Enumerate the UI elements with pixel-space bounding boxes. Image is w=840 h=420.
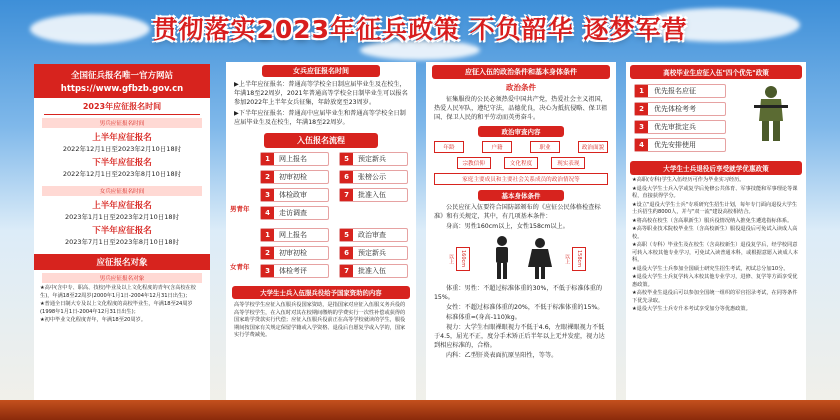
pol-title: 政治条件 — [506, 83, 536, 92]
female-label: 女青年 — [230, 263, 250, 271]
review-item: 文化程度 — [504, 157, 538, 169]
left-panel — [34, 64, 210, 408]
conditions-panel — [426, 62, 616, 408]
prio-number: 4 — [635, 139, 648, 151]
target-title: 应征报名对象 — [34, 254, 210, 270]
target-item: ★高中(含中专、职高、技校)毕业及以上文化程度的青年(含高校在校生)，年满18至22周岁(2000年1月1日-2004年12月31日出生)； — [40, 285, 196, 299]
vet-policy-item: ★退役大学生士兵入学或复学后免修公共体育、军事技能和军事理论等课程，直接获得学分。 — [632, 185, 798, 199]
male-d2: 2022年12月1日至2023年8月10日18时 — [62, 170, 182, 178]
conditions-title: 应征入伍的政治条件和基本身体条件 — [432, 65, 610, 79]
process-step — [260, 152, 329, 166]
step-number: 2 — [261, 171, 274, 183]
review-row — [450, 157, 592, 169]
female-d3: 2023年1月1日至2023年2月10日18时 — [64, 213, 180, 221]
process-step — [339, 152, 408, 166]
process-step — [339, 170, 408, 184]
step-number: 7 — [340, 265, 353, 277]
process-title: 入伍报名流程 — [264, 133, 378, 148]
step-label: 政治审查 — [358, 231, 386, 239]
step-number: 5 — [340, 229, 353, 241]
female-h3: 上半年应征报名 — [92, 201, 152, 211]
weight-female: 女性：不超过标准体重的20%，不低于标准体重的15%。 — [446, 304, 604, 311]
prio-label: 优先报名应征 — [654, 87, 696, 95]
vet-title: 大学生士兵退役后享受就学优惠政策 — [630, 161, 802, 175]
review-item: 年龄 — [434, 141, 464, 153]
process-step — [339, 246, 408, 260]
soldier-icon — [752, 85, 790, 143]
vet-policy-item: ★高职(专科)学生入伍经历可作为毕业实习经历。 — [632, 177, 745, 183]
liver-req: 内科：乙型肝炎表面抗原呈阳性，等等。 — [446, 352, 558, 359]
process-step — [260, 170, 329, 184]
step-number: 3 — [261, 189, 274, 201]
step-label: 批准入伍 — [358, 191, 386, 199]
prio-number: 1 — [635, 85, 648, 97]
height-req: 身高：男性160cm以上，女性158cm以上。 — [446, 223, 569, 230]
vet-policy-item: ★高校毕业生退役后可以参加全国统一组织的军官招录考试，在同等条件下优先录取。 — [632, 290, 798, 304]
review-item: 宗教信仰 — [457, 157, 491, 169]
review-row — [434, 141, 608, 153]
aid-text: 高等学校学生应征入伍服兵役国家资助，是指国家对应征入伍服义务兵役的高等学校学生，在入伍时对其在校期间缴纳的学费实行一次性补偿或获得的国家助学贷款实行代偿；应征入伍服兵役前正在高等学校就读的学生，服役期间按国家有关规定保留学籍或入学资格、退役后自愿复学或入学的，国家实行学费减免。 — [234, 302, 406, 338]
step-number: 2 — [261, 247, 274, 259]
prio-item — [634, 84, 726, 98]
step-label: 走访调查 — [279, 209, 307, 217]
step-label: 初审初检 — [279, 249, 307, 257]
body-intro: 公民应征入伍要符合国防部颁布的《应征公民体格检查标准》和有关规定，其中，有几项基本条件： — [434, 204, 601, 220]
review-item: 现实表现 — [551, 157, 585, 169]
review-item: 政治面貌 — [578, 141, 608, 153]
prio-label: 优先体检考考 — [654, 105, 696, 113]
vet-list — [626, 177, 806, 314]
vet-policy-item: ★将高校在校生（含高职新生）服兵役情况纳入推免生遴选指标体系。 — [632, 217, 793, 224]
step-label: 张榜公示 — [358, 173, 386, 181]
process-step — [339, 228, 408, 242]
prio-label: 优先安排使用 — [654, 141, 696, 149]
weight-male: 体重：男性：不超过标准体重的30%，不低于标准体重的15%。 — [434, 285, 603, 301]
process-step — [339, 264, 408, 278]
male-steps — [260, 152, 408, 220]
weight-formula: 标准体重=(身高-110)kg。 — [446, 314, 521, 321]
female-title: 女兵应征报名时间 — [262, 65, 380, 77]
reg-time-title: 2023年应征报名时间 — [44, 101, 200, 115]
female-desc: ▶上半年应征报名：普通高等学校全日制应届毕业生及在校生，年满18至22周岁，2021年普通高等学校全日制毕业生可以报名参加2022年上半年女兵征集，年龄放宽至23周岁。 — [234, 81, 408, 106]
site-url[interactable]: https://www.gfbzb.gov.cn — [60, 84, 184, 94]
step-number: 3 — [261, 265, 274, 277]
vet-policy-item: ★高职（专科）毕业生及在校生（含高校新生）退役复学后，经学校同意可转入本校其他专业学习，可免试入读普通本科，或根据意愿入读成人本科。 — [632, 242, 799, 263]
male-time-bar: 男兵应征报名时间 — [42, 118, 202, 128]
enlist-process-panel — [226, 62, 416, 408]
step-number: 6 — [340, 247, 353, 259]
step-label: 网上报名 — [279, 231, 307, 239]
vet-policy-item: ★高等职业技术院校毕业生（含高校新生）服役退役后可免试入读成人高校。 — [632, 226, 798, 240]
process-step — [339, 188, 408, 202]
process-step — [260, 264, 329, 278]
male-h2: 下半年应征报名 — [92, 158, 152, 168]
prio-item — [634, 102, 726, 116]
page-headline: 贯彻落实2023年征兵政策 不负韶华 逐梦军营 — [152, 15, 688, 44]
step-label: 批准入伍 — [358, 267, 386, 275]
process-step — [260, 206, 329, 220]
vision-req: 视力：大学生右眼裸眼视力不低于4.6，左眼裸眼视力不低于4.5，屈光不正，度分手术矫正后半年以上无并发症，视力达到相应标准的，合格。 — [434, 324, 605, 349]
prio-number: 2 — [635, 103, 648, 115]
step-label: 预定新兵 — [358, 249, 386, 257]
target-bar: 男兵应征报名对象 — [42, 273, 202, 283]
female-time-bar: 女兵应征报名时间 — [42, 186, 202, 196]
male-d1: 2022年12月1日至2023年2月10日18时 — [62, 145, 182, 153]
step-number: 7 — [340, 189, 353, 201]
vet-policy-item: ★设立"退役大学生士兵"专项研究生招生计划，每年专门面向退役大学生士兵招生约8000人，并与"双一流"建设高校相结合。 — [632, 201, 798, 215]
step-label: 预定新兵 — [358, 155, 386, 163]
vet-policy-item: ★退役大学生士兵参加全国硕士研究生招生考试，初试总分加10分。 — [632, 265, 789, 272]
step-number: 1 — [261, 229, 274, 241]
step-number: 4 — [261, 207, 274, 219]
female-steps — [260, 228, 408, 278]
process-step — [260, 246, 329, 260]
prio-label: 优先审批定兵 — [654, 123, 696, 131]
prio-number: 3 — [635, 121, 648, 133]
male-h1: 上半年应征报名 — [92, 133, 152, 143]
great-wall-strip — [0, 400, 840, 420]
pol-text: 征集服役的公民必须热爱中国共产党，热爱社会主义祖国，热爱人民军队，遵纪守法，品德优良，决心为抵抗侵略、保卫祖国、保卫人民的和平劳动而英勇奋斗。 — [434, 96, 608, 121]
review-item: 职业 — [530, 141, 560, 153]
female-d4: 2023年7月1日至2023年8月10日18时 — [64, 238, 180, 246]
step-label: 体检考评 — [279, 267, 307, 275]
process-step — [260, 228, 329, 242]
male-height-label: 160cm以上 — [456, 247, 470, 271]
female-height-label: 158cm以上 — [572, 247, 586, 271]
site-title: 全国征兵报名唯一官方网站 — [70, 71, 173, 81]
review-title: 政治审查内容 — [478, 126, 564, 137]
process-step — [260, 188, 329, 202]
male-label: 男青年 — [230, 205, 250, 213]
female-desc: ▶下半年应征报名：普通高中应届毕业生和普通高等学校全日制应届毕业生及在校生，年满18至22周岁。 — [234, 110, 406, 126]
policy-panel — [626, 62, 806, 408]
step-label: 体检政审 — [279, 191, 307, 199]
step-number: 1 — [261, 153, 274, 165]
prio-title: 高校毕业生应征入伍"四个优先"政策 — [630, 65, 802, 79]
review-item: 家庭主要成员和主要社会关系成员的政治情况等 — [434, 173, 608, 185]
female-h4: 下半年应征报名 — [92, 226, 152, 236]
target-item: ★普通全日制大专及以上文化程度的高校毕业生，年满18至24周岁(1998年1月1日-2004年12月31日出生)； — [40, 301, 193, 315]
step-number: 6 — [340, 171, 353, 183]
male-female-figure-icon — [486, 235, 558, 281]
prio-item — [634, 120, 726, 134]
vet-policy-item: ★退役大学生士兵专升本考试享受加分等优惠政策。 — [632, 306, 751, 312]
vet-policy-item: ★退役大学生士兵复学转入本校其他专业学习，进修、复学等方面享受优惠政策。 — [632, 274, 798, 288]
aid-title: 大学生士兵入伍服兵役给予国家资助的内容 — [232, 286, 410, 299]
body-title: 基本身体条件 — [478, 190, 564, 201]
step-label: 网上报名 — [279, 155, 307, 163]
review-item: 户籍 — [482, 141, 512, 153]
step-number: 5 — [340, 153, 353, 165]
prio-item — [634, 138, 726, 152]
step-label: 初审初检 — [279, 173, 307, 181]
target-item: ★初中毕业文化程度青年，年满18至20周岁。 — [40, 317, 147, 323]
